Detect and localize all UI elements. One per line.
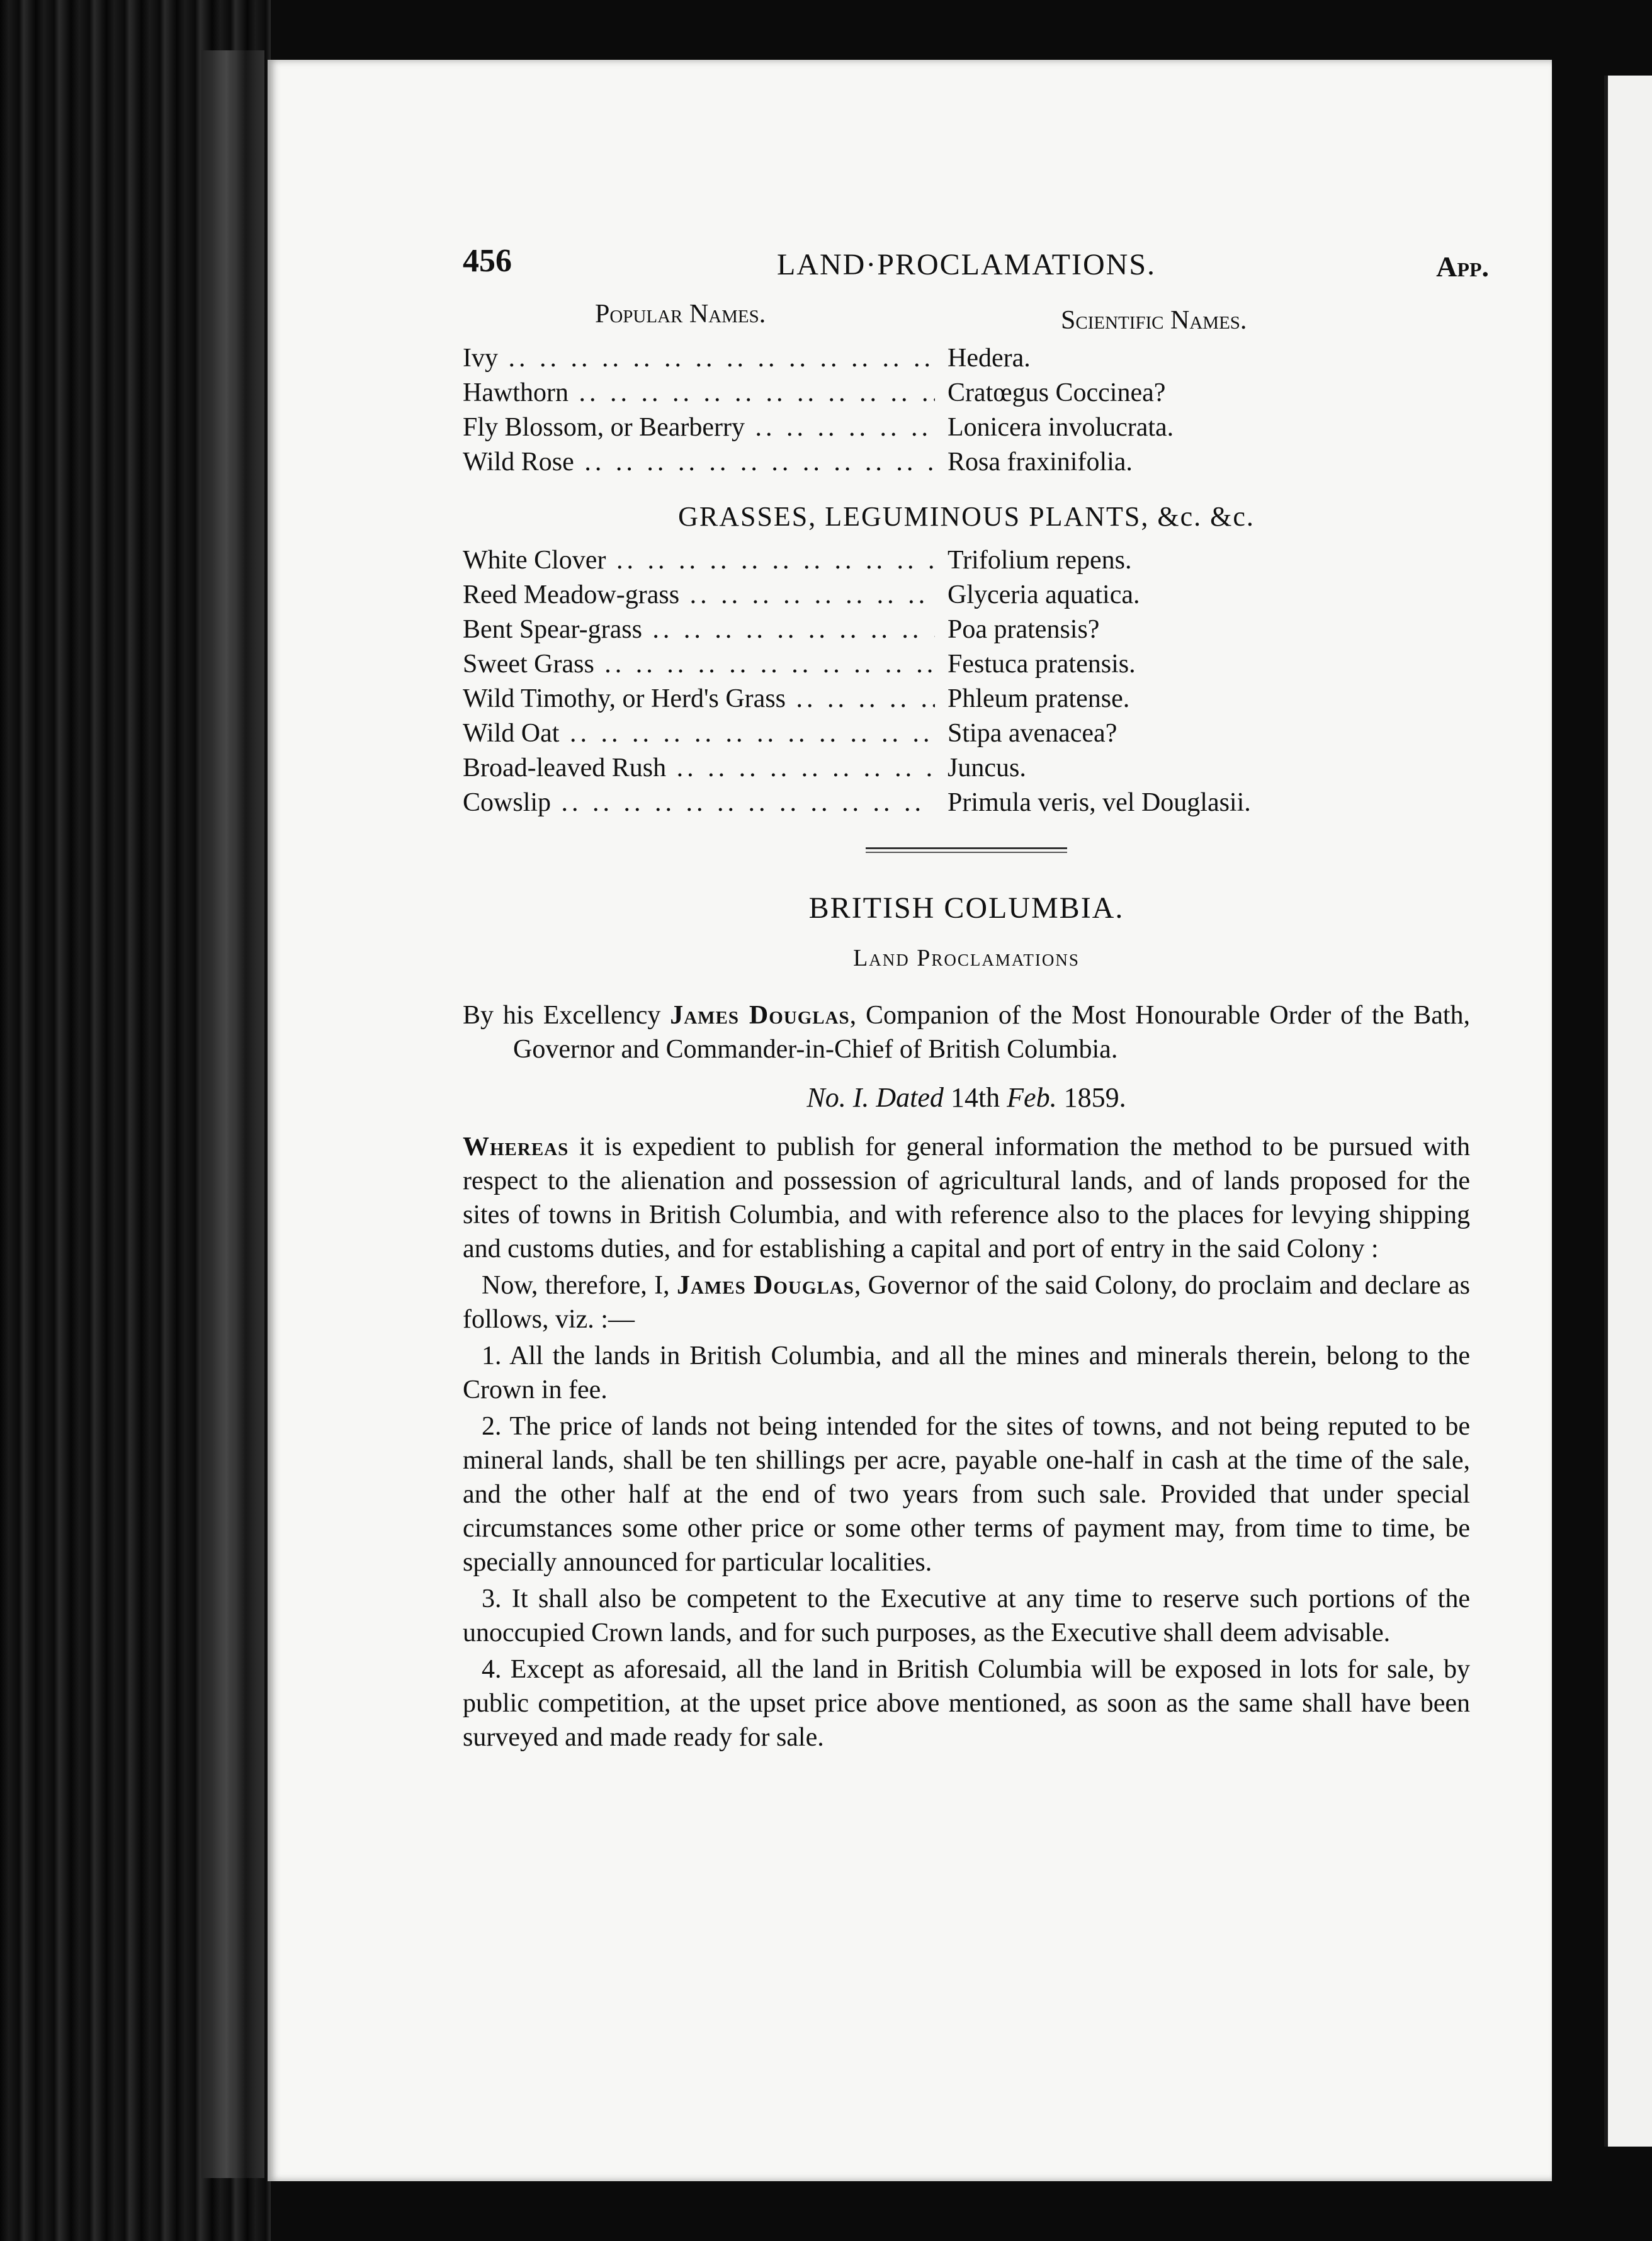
facing-page-edge: [1604, 76, 1652, 2147]
dated-label: Dated: [876, 1082, 944, 1113]
scientific-name: Poa pratensis?: [948, 615, 1100, 644]
scientific-name: Rosa fraxinifolia.: [948, 448, 1133, 477]
whereas-paragraph: [463, 1130, 1470, 1266]
scientific-names-heading: Scientific Names.: [1061, 306, 1247, 335]
table-row: [463, 580, 1470, 614]
popular-name: Wild Rose .. ..: [463, 447, 935, 477]
scientific-name: Cratœgus Coccinea?: [948, 378, 1166, 407]
popular-name: Ivy .. ..: [463, 343, 935, 373]
byline-prefix: By his Excellency: [463, 1001, 670, 1030]
popular-name: Sweet Grass .. ..: [463, 649, 935, 679]
scientific-name: Primula veris, vel Douglasii.: [948, 788, 1251, 817]
dated-year: 1859.: [1063, 1082, 1126, 1113]
clause-3: 3. It shall also be competent to the Executive at any time to reserve such portions of the unoccupied Crown lands, and for such purposes, as the Executive shall deem advisable.: [463, 1584, 1470, 1647]
page-content: [463, 242, 1489, 1757]
proclamation-subtitle: Land Proclamations: [853, 945, 1080, 971]
table-row: [463, 787, 1470, 822]
table-row: [463, 343, 1470, 378]
whereas-word: Whereas: [463, 1132, 569, 1161]
scientific-name: Glyceria aquatica.: [948, 580, 1140, 609]
table-row: [463, 753, 1470, 787]
scientific-name: Phleum pratense.: [948, 684, 1130, 713]
scientific-name: Stipa avenacea?: [948, 719, 1117, 748]
popular-name: Hawthorn .. ..: [463, 378, 935, 408]
clause-1: 1. All the lands in British Columbia, and all the mines and minerals therein, belong to the Crown in fee.: [463, 1341, 1470, 1404]
table-row: [463, 447, 1470, 482]
column-headings: [463, 299, 1470, 343]
proclamation-number: No. I.: [806, 1082, 869, 1113]
table-row: [463, 649, 1470, 684]
popular-names-heading: Popular Names.: [595, 300, 766, 329]
table-row: [463, 614, 1470, 649]
book-page: [268, 60, 1552, 2181]
byline-suffix: , Companion of the Most Honourable Order of the Bath, Governor and Commander-in-Chief of British Columbia.: [513, 1001, 1470, 1064]
scientific-name: Hedera.: [948, 344, 1031, 373]
scientific-name: Lonicera involucrata.: [948, 413, 1174, 442]
table-row: [463, 378, 1470, 412]
popular-name: Bent Spear-grass .. ..: [463, 614, 935, 645]
popular-name: Reed Meadow-grass .. ..: [463, 580, 935, 610]
popular-name: Cowslip .. ..: [463, 787, 935, 818]
clause-2: 2. The price of lands not being intended for the sites of towns, and not being reputed to be mineral lands, shall be ten shillings per acre, payable one-half in cash at the time of the sale, and the other half at the end of two years from such sale. Provided that under special circumstances some other price or some other terms of payment may, from time to time, be specially announced for particular localities.: [463, 1412, 1470, 1577]
dated-day: 14th: [950, 1082, 1000, 1113]
whereas-text: it is expedient to publish for general information the method to be pursued with respect to the alienation and possession of agricultural lands, and of lands proposed for the sites of towns in British Columbia, and with reference also to the places for levying shipping and customs duties, and for establishing a capital and port of entry in the said Colony :: [463, 1132, 1470, 1263]
now-prefix: Now, therefore, I,: [482, 1271, 677, 1300]
table-row: [463, 718, 1470, 753]
running-title: LAND·PROCLAMATIONS.: [776, 248, 1157, 281]
table-row: [463, 412, 1470, 447]
grasses-heading: GRASSES, LEGUMINOUS PLANTS, &c. &c.: [678, 501, 1255, 532]
page-number: 456: [463, 243, 512, 279]
now-suffix: , Governor of the said Colony, do proclaim and declare as follows, viz. :—: [463, 1271, 1470, 1334]
proclamation-title: BRITISH COLUMBIA.: [808, 891, 1124, 925]
plants-table: [463, 343, 1470, 482]
table-row: [463, 684, 1470, 718]
dated-month: Feb.: [1007, 1082, 1057, 1113]
popular-name: Wild Timothy, or Herd's Grass .. ..: [463, 684, 935, 714]
scientific-name: Juncus.: [948, 754, 1026, 782]
section-marker: App.: [1436, 251, 1489, 283]
grasses-table: [463, 545, 1470, 822]
popular-name: Wild Oat .. ..: [463, 718, 935, 748]
popular-name: White Clover .. ..: [463, 545, 935, 575]
popular-name: Broad-leaved Rush .. ..: [463, 753, 935, 783]
scientific-name: Trifolium repens.: [948, 546, 1132, 575]
clause-4: 4. Except as aforesaid, all the land in British Columbia will be exposed in lots for sale, by public competition, at the upset price above mentioned, as soon as the same shall have been surveyed and made ready for sale.: [463, 1655, 1470, 1752]
proclamation-byline: [463, 998, 1470, 1066]
popular-name: Fly Blossom, or Bearberry .. ..: [463, 412, 935, 443]
governor-name: James Douglas: [676, 1271, 854, 1300]
page-stack-edge: [201, 50, 264, 2178]
section-divider: [866, 847, 1067, 853]
scientific-name: Festuca pratensis.: [948, 650, 1136, 679]
table-row: [463, 545, 1470, 580]
now-therefore-paragraph: [463, 1268, 1470, 1336]
governor-name: James Douglas: [670, 1001, 850, 1030]
page-header: [463, 242, 1489, 299]
proclamation-date-line: [463, 1081, 1470, 1114]
